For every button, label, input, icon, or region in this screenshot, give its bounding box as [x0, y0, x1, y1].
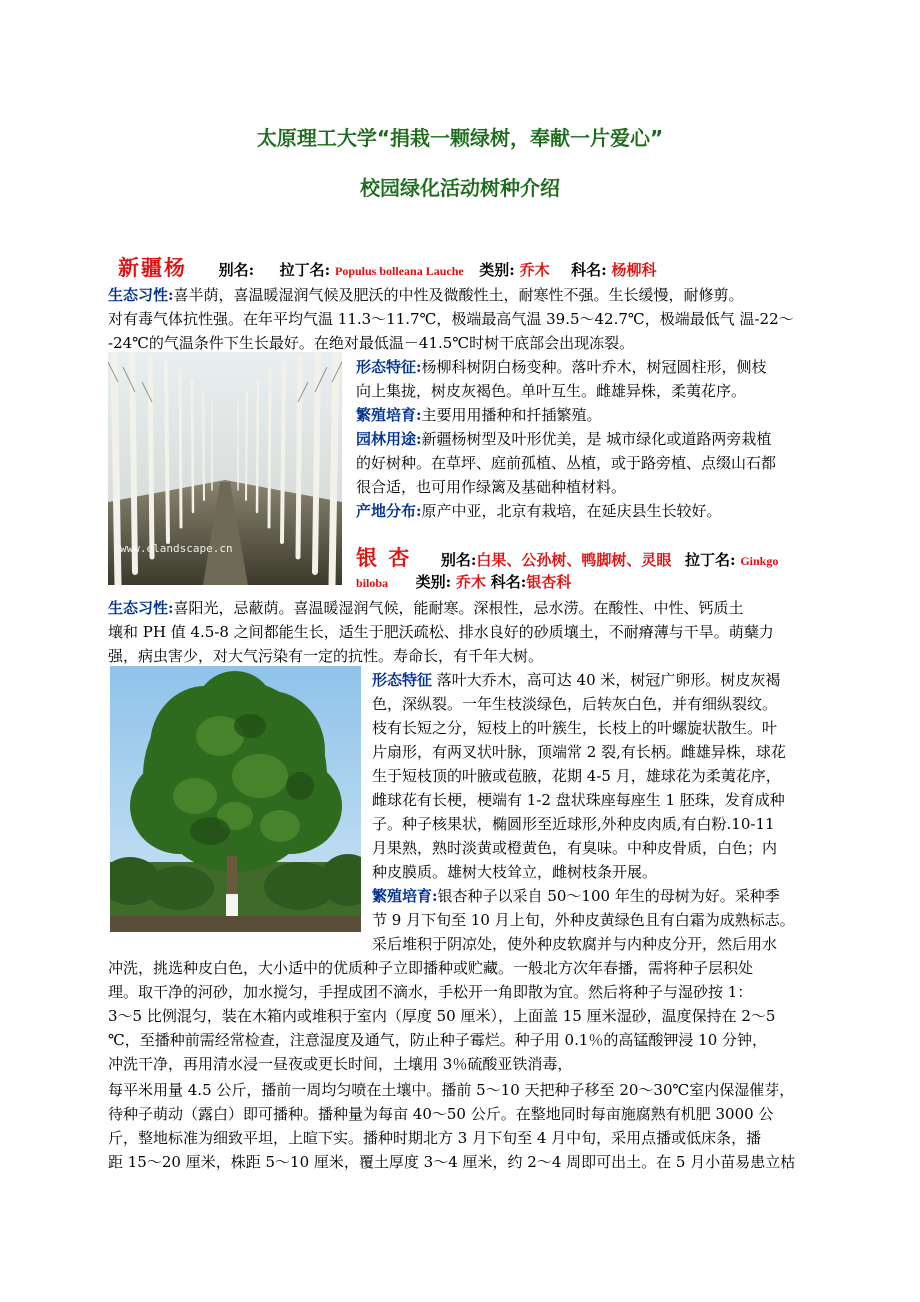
- tree2-image: [110, 666, 361, 932]
- tree1-alias-label: 别名:: [218, 261, 255, 279]
- tree2-family-label: 科名:: [490, 573, 527, 591]
- tree2-heading-cont: [356, 570, 571, 595]
- tree2-breed-line: 3～5 比例混匀，装在木箱内或堆积于室内（厚度 50 厘米），上面盖 15 厘米湿砂，温度保持在 2～5: [108, 1007, 776, 1025]
- tree2-morph-line: 子。种子核果状，椭圆形至近球形,外种皮肉质,有白粉.10-11: [372, 815, 775, 833]
- tree2-category-label: 类别:: [415, 573, 452, 591]
- tree1-origin-label: 产地分布:: [356, 502, 422, 520]
- tree2-ecology-label: 生态习性:: [108, 599, 174, 617]
- tree1-morph-line: 形态特征:杨柳科树阴白杨变种。落叶乔木，树冠圆柱形，侧枝: [356, 358, 767, 376]
- tree2-breed-line: 距 15～20 厘米，株距 5～10 厘米，覆土厚度 3～4 厘米，约 2～4 周即可出土。在 5 月小苗易患立枯: [108, 1153, 796, 1171]
- tree2-heading: [356, 546, 778, 573]
- tree2-breed-line: ℃，至播种前需经常检查，注意湿度及通气，防止种子霉烂。种子用 0.1％的高锰酸钾浸 10 分钟，: [108, 1031, 768, 1049]
- tree2-morph-line: 雌球花有长梗，梗端有 1-2 盘状珠座每座生 1 胚珠，发育成种: [372, 791, 785, 809]
- tree2-morph-label: 形态特征: [372, 671, 433, 689]
- document-subtitle: 校园绿化活动树种介绍: [360, 176, 560, 200]
- tree2-latin-part2: biloba: [356, 576, 389, 590]
- tree2-ecology-line: 生态习性:喜阳光，忌蔽荫。喜温暖湿润气候，能耐寒。深根性，忌水涝。在酸性、中性、钙质土: [108, 599, 744, 617]
- tree2-category: 乔木: [455, 573, 486, 591]
- tree1-breed-label: 繁殖培育:: [356, 406, 422, 424]
- tree1-family: 杨柳科: [611, 261, 657, 279]
- tree2-breed-line: 冲洗，挑选种皮白色，大小适中的优质种子立即播种或贮藏。一般北方次年春播，需将种子层积处: [108, 959, 754, 977]
- tree2-breed-line: 繁殖培育:银杏种子以采自 50～100 年生的母树为好。采种季: [372, 887, 780, 905]
- tree2-morph-line: 月果熟，熟时淡黄或橙黄色，有臭味。中种皮骨质，白色；内: [372, 839, 778, 857]
- tree1-garden-line: 园林用途:新疆杨树型及叶形优美，是 城市绿化或道路两旁栽植: [356, 430, 772, 448]
- tree1-name: 新疆杨: [118, 256, 187, 280]
- tree2-breed-line: 节 9 月下旬至 10 月上旬，外种皮黄绿色且有白霜为成熟标志。: [372, 911, 795, 929]
- tree1-morph-label: 形态特征:: [356, 358, 422, 376]
- tree2-morph-line: 枝有长短之分，短枝上的叶簇生，长枝上的叶螺旋状散生。叶: [372, 719, 778, 737]
- tree2-alias: 白果、公孙树、鸭脚树、灵眼: [476, 551, 672, 569]
- tree1-garden-line: 很合适，也可用作绿篱及基础种植材料。: [356, 478, 627, 496]
- tree2-breed-line: 每平米用量 4.5 公斤，播前一周均匀喷在土壤中。播前 5～10 天把种子移至 20～30℃室内保湿催芽，: [108, 1081, 795, 1099]
- tree1-ecology-line: 对有毒气体抗性强。在年平均气温 11.3～11.7℃，极端最高气温 39.5～42.7℃，极端最低气 温-22～: [108, 310, 794, 328]
- tree2-family: 银杏科: [526, 573, 572, 591]
- document-title: 太原理工大学“捐栽一颗绿树，奉献一片爱心”: [256, 126, 664, 150]
- tree2-latin-label: 拉丁名:: [685, 551, 736, 569]
- tree2-morph-line: 形态特征 落叶大乔木，高可达 40 米，树冠广卵形。树皮灰褐: [372, 671, 781, 689]
- tree1-ecology-label: 生态习性:: [108, 286, 174, 304]
- tree1-origin-line: 产地分布:原产中亚，北京有栽培，在延庆县生长较好。: [356, 502, 722, 520]
- tree2-breed-line: 采后堆积于阴凉处，使外种皮软腐并与内种皮分开，然后用水: [372, 935, 778, 953]
- tree2-morph-line: 片扇形，有两叉状叶脉，顶端常 2 裂,有长柄。雌雄异株，球花: [372, 743, 786, 761]
- image-watermark: www.elandscape.cn: [120, 542, 233, 555]
- tree1-category-label: 类别:: [479, 261, 515, 279]
- tree1-garden-line: 的好树种。在草坪、庭前孤植、丛植，或于路旁植、点缀山石都: [356, 454, 777, 472]
- tree1-image: [108, 352, 342, 585]
- tree1-heading: [118, 256, 657, 283]
- tree1-morph-line: 向上集拢，树皮灰褐色。单叶互生。雌雄异株，柔荑花序。: [356, 382, 747, 400]
- tree1-latin-label: 拉丁名:: [279, 261, 331, 279]
- tree1-ecology-line: 生态习性:喜半荫，喜温暖湿润气候及肥沃的中性及微酸性土，耐寒性不强。生长缓慢，耐修剪。: [108, 286, 744, 304]
- tree2-breed-label: 繁殖培育:: [372, 887, 438, 905]
- tree1-latin: Populus bolleana Lauche: [335, 264, 464, 278]
- tree2-breed-line: 冲洗干净，再用清水浸一昼夜或更长时间，土壤用 3％硫酸亚铁消毒，: [108, 1055, 573, 1073]
- tree2-morph-line: 色，深纵裂。一年生枝淡绿色，后转灰白色，并有细纵裂纹。: [372, 695, 778, 713]
- tree2-breed-line: 待种子萌动（露白）即可播种。播种量为每亩 40～50 公斤。在整地同时每亩施腐熟有机肥 3000 公: [108, 1105, 774, 1123]
- tree2-breed-line: 理。取干净的河砂，加水搅匀，手捏成团不滴水，手松开一角即散为宜。然后将种子与湿砂按 1：: [108, 983, 753, 1001]
- tree1-category: 乔木: [519, 261, 550, 279]
- ginkgo-tree-photo: [110, 666, 361, 932]
- tree2-ecology-line: 强，病虫害少，对大气污染有一定的抗性。寿命长，有千年大树。: [108, 647, 544, 665]
- tree2-morph-line: 生于短枝顶的叶腋或苞腋，花期 4-5 月，雄球花为柔荑花序，: [372, 767, 781, 785]
- tree1-family-label: 科名:: [571, 261, 607, 279]
- tree2-latin-part1: Ginkgo: [740, 554, 779, 568]
- tree2-name: 银 杏: [356, 546, 412, 570]
- tree2-ecology-line: 壤和 PH 值 4.5-8 之间都能生长，适生于肥沃疏松、排水良好的砂质壤土，不耐瘠薄与干旱。萌蘖力: [108, 623, 774, 641]
- tree2-morph-line: 种皮膜质。雄树大枝耸立，雌树枝条开展。: [372, 863, 658, 881]
- tree2-breed-line: 斤，整地标准为细致平坦，上暄下实。播种时期北方 3 月下旬至 4 月中旬，采用点播或低床条，播: [108, 1129, 762, 1147]
- tree1-garden-label: 园林用途:: [356, 430, 422, 448]
- tree1-breed-line: 繁殖培育:主要用用播种和扦插繁殖。: [356, 406, 602, 424]
- tree2-alias-label: 别名:: [440, 551, 477, 569]
- tree1-ecology-line: -24℃的气温条件下生长最好。在绝对最低温－41.5℃时树干底部会出现冻裂。: [108, 334, 635, 352]
